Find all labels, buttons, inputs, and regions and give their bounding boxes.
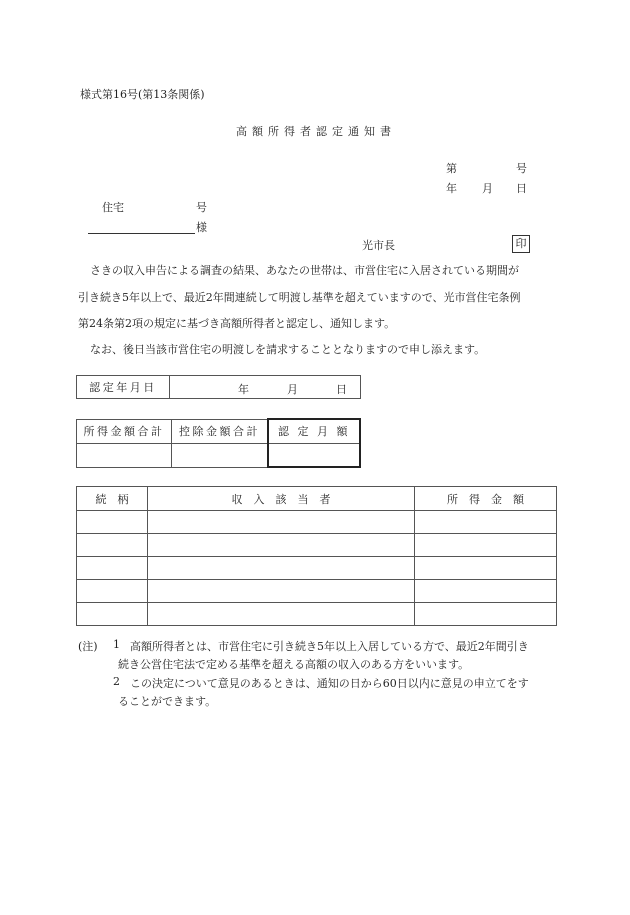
amounts-certified-cell[interactable] bbox=[268, 443, 360, 467]
body-line-2: 引き続き5年以上で、最近2年間連続して明渡し基準を超えていますので、光市営住宅条例 bbox=[78, 291, 521, 304]
note-1-line-2: 続き公営住宅法で定める基準を超える高額の収入のある方をいいます。 bbox=[118, 658, 470, 671]
person-cell[interactable] bbox=[148, 557, 415, 580]
relation-cell[interactable] bbox=[77, 534, 148, 557]
note-2-line-2: ることができます。 bbox=[118, 695, 217, 708]
addressee-name-line bbox=[88, 233, 195, 234]
note-2-number: 2 bbox=[113, 675, 120, 688]
members-header-relation: 続 柄 bbox=[77, 487, 148, 511]
income-cell[interactable] bbox=[415, 557, 557, 580]
income-cell[interactable] bbox=[415, 580, 557, 603]
person-cell[interactable] bbox=[148, 534, 415, 557]
seal-mark: 印 bbox=[512, 235, 530, 253]
relation-cell[interactable] bbox=[77, 557, 148, 580]
doc-number-prefix: 第 bbox=[446, 162, 457, 175]
doc-date-year: 年 bbox=[446, 182, 457, 195]
body-line-3: 第24条第2項の規定に基づき高額所得者と認定し、通知します。 bbox=[78, 317, 396, 330]
members-header-person: 収 入 該 当 者 bbox=[148, 487, 415, 511]
income-cell[interactable] bbox=[415, 511, 557, 534]
relation-cell[interactable] bbox=[77, 603, 148, 626]
members-table bbox=[76, 486, 557, 626]
income-cell[interactable] bbox=[415, 534, 557, 557]
body-line-1: さきの収入申告による調査の結果、あなたの世帯は、市営住宅に入居されている期間が bbox=[90, 264, 519, 277]
person-cell[interactable] bbox=[148, 511, 415, 534]
amounts-header-deduction: 控除金額合計 bbox=[172, 419, 269, 443]
table-row bbox=[77, 511, 557, 534]
notes-label: (注) bbox=[78, 640, 98, 653]
issuer-name: 光市長 bbox=[362, 239, 395, 252]
addressee-sama: 様 bbox=[196, 221, 207, 234]
table-row bbox=[77, 603, 557, 626]
note-2-line-1: この決定について意見のあるときは、通知の日から60日以内に意見の申立てをす bbox=[130, 677, 529, 690]
table-row bbox=[77, 557, 557, 580]
note-1-number: 1 bbox=[113, 638, 120, 651]
amounts-table bbox=[76, 418, 361, 468]
amounts-header-certified: 認 定 月 額 bbox=[268, 419, 360, 443]
document-title: 高額所得者認定通知書 bbox=[236, 125, 396, 138]
amounts-header-income: 所得金額合計 bbox=[77, 419, 172, 443]
person-cell[interactable] bbox=[148, 580, 415, 603]
relation-cell[interactable] bbox=[77, 511, 148, 534]
addressee-jutaku: 住宅 bbox=[102, 201, 124, 214]
cert-date-month: 月 bbox=[287, 383, 298, 396]
doc-number-suffix: 号 bbox=[516, 162, 527, 175]
doc-date-day: 日 bbox=[516, 182, 527, 195]
table-row bbox=[77, 534, 557, 557]
cert-date-label: 認定年月日 bbox=[77, 376, 170, 399]
cert-date-field[interactable] bbox=[170, 376, 361, 399]
person-cell[interactable] bbox=[148, 603, 415, 626]
relation-cell[interactable] bbox=[77, 580, 148, 603]
body-line-4: なお、後日当該市営住宅の明渡しを請求することとなりますので申し添えます。 bbox=[90, 343, 486, 356]
members-header-income: 所 得 金 額 bbox=[415, 487, 557, 511]
amounts-income-cell[interactable] bbox=[77, 443, 172, 467]
form-number: 様式第16号(第13条関係) bbox=[80, 88, 205, 101]
amounts-deduction-cell[interactable] bbox=[172, 443, 269, 467]
cert-date-day: 日 bbox=[336, 383, 347, 396]
doc-date-month: 月 bbox=[482, 182, 493, 195]
addressee-go: 号 bbox=[196, 201, 207, 214]
income-cell[interactable] bbox=[415, 603, 557, 626]
note-1-line-1: 高額所得者とは、市営住宅に引き続き5年以上入居している方で、最近2年間引き bbox=[130, 640, 529, 653]
cert-date-year: 年 bbox=[238, 383, 249, 396]
table-row bbox=[77, 580, 557, 603]
cert-date-table bbox=[76, 375, 361, 399]
